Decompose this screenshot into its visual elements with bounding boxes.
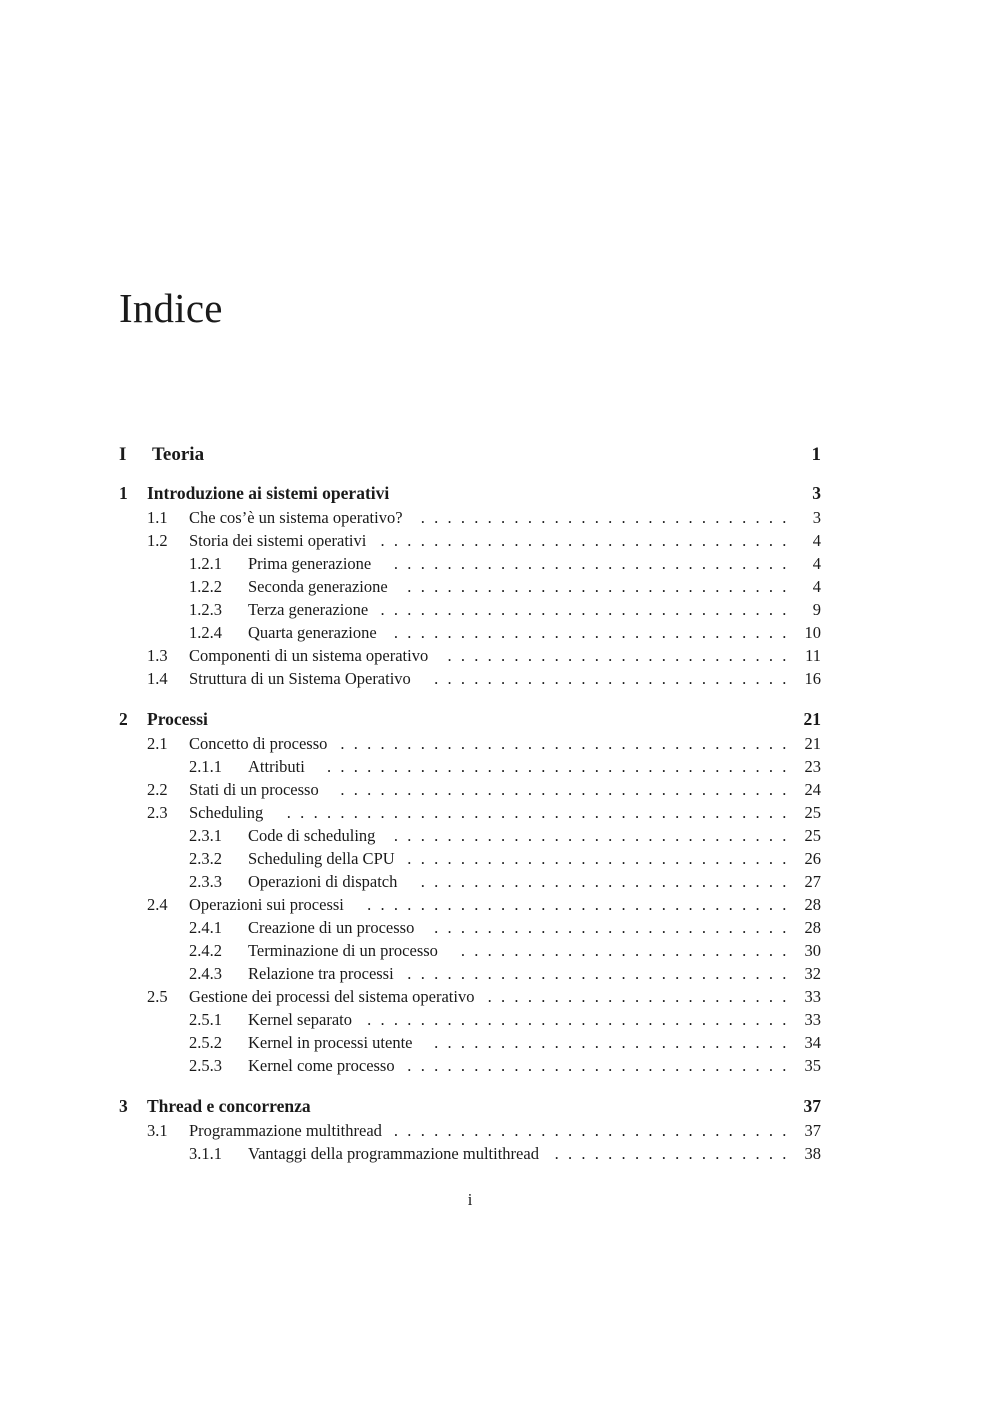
toc-subsection[interactable]	[119, 575, 821, 598]
section-title: Struttura di un Sistema Operativo	[189, 669, 411, 688]
subsection-page: 34	[804, 1033, 821, 1052]
chapter-number: 1	[119, 483, 128, 503]
subsection-title: Operazioni di dispatch	[248, 872, 398, 891]
dot-leader: . . . . . . . . . . . . . . . . . . . . . . . . . . . . . . .	[380, 600, 787, 619]
section-title: Programmazione multithread	[189, 1121, 382, 1140]
section-title: Componenti di un sistema operativo	[189, 646, 429, 665]
subsection-number: 2.3.1	[189, 826, 222, 845]
chapter-page: 3	[812, 483, 821, 503]
section-page: 37	[804, 1121, 821, 1140]
subsection-number: 2.5.1	[189, 1010, 222, 1029]
section-title: Che cos’è un sistema operativo?	[189, 508, 403, 527]
toc-subsection[interactable]	[119, 962, 821, 985]
toc-section[interactable]	[119, 893, 821, 916]
dot-leader: . . . . . . . . . . . . . . . . . . . . . . . . . . . . . . . . . . . . . .	[286, 803, 787, 822]
toc-section[interactable]	[119, 985, 821, 1008]
section-number: 1.2	[147, 531, 168, 550]
page-title: Indice	[119, 285, 223, 331]
section-number: 2.3	[147, 803, 168, 822]
section-number: 1.3	[147, 646, 168, 665]
section-number: 3.1	[147, 1121, 168, 1140]
dot-leader: . . . . . . . . . . . . . . . . . . . . . . . . . . . . . .	[393, 826, 787, 845]
toc-subsection[interactable]	[119, 870, 821, 893]
subsection-number: 2.1.1	[189, 757, 222, 776]
subsection-page: 38	[804, 1144, 821, 1163]
toc-subsection[interactable]	[119, 847, 821, 870]
toc-subsection[interactable]	[119, 552, 821, 575]
dot-leader: . . . . . . . . . . . . . . . . . . . . . . . . . . . . .	[407, 849, 787, 868]
section-number: 2.4	[147, 895, 168, 914]
section-page: 24	[804, 780, 821, 799]
subsection-number: 1.2.4	[189, 623, 222, 642]
subsection-page: 9	[812, 600, 821, 619]
subsection-number: 2.5.3	[189, 1056, 222, 1075]
dot-leader: . . . . . . . . . . . . . . . . . . . . . . . . . . . . . . . . . . .	[326, 757, 787, 776]
subsection-title: Scheduling della CPU	[248, 849, 395, 868]
dot-leader: . . . . . . . . . . . . . . . . . .	[554, 1144, 787, 1163]
section-number: 2.1	[147, 734, 168, 753]
subsection-title: Relazione tra processi	[248, 964, 394, 983]
section-page: 28	[804, 895, 821, 914]
subsection-page: 23	[804, 757, 821, 776]
section-title: Scheduling	[189, 803, 264, 822]
subsection-title: Terminazione di un processo	[248, 941, 438, 960]
chapter-title: Processi	[147, 709, 208, 729]
section-page: 3	[812, 508, 821, 527]
dot-leader: . . . . . . . . . . . . . . . . . . . . . . . . . . .	[434, 1033, 787, 1052]
dot-leader: . . . . . . . . . . . . . . . . . . . . . . . . . . .	[434, 918, 787, 937]
subsection-page: 10	[804, 623, 821, 642]
section-page: 11	[805, 646, 821, 665]
toc-chapter[interactable]	[119, 1094, 821, 1119]
dot-leader: . . . . . . . . . . . . . . . . . . . . . . . . . . .	[434, 669, 787, 688]
toc-section[interactable]	[119, 529, 821, 552]
toc-section[interactable]	[119, 801, 821, 824]
toc-part[interactable]	[119, 440, 821, 470]
section-title: Concetto di processo	[189, 734, 328, 753]
dot-leader: . . . . . . . . . . . . . . . . . . . . . . .	[487, 987, 787, 1006]
toc-section[interactable]	[119, 1119, 821, 1142]
dot-leader: . . . . . . . . . . . . . . . . . . . . . . . . . . . . . . . .	[367, 1010, 787, 1029]
toc-subsection[interactable]	[119, 621, 821, 644]
section-page: 4	[812, 531, 821, 550]
subsection-number: 1.2.3	[189, 600, 222, 619]
section-number: 1.4	[147, 669, 168, 688]
section-page: 21	[804, 734, 821, 753]
toc-subsection[interactable]	[119, 1142, 821, 1165]
part-number: I	[119, 444, 127, 465]
section-title: Operazioni sui processi	[189, 895, 344, 914]
subsection-number: 2.4.3	[189, 964, 222, 983]
chapter-number: 2	[119, 709, 128, 729]
subsection-number: 2.3.3	[189, 872, 222, 891]
dot-leader: . . . . . . . . . . . . . . . . . . . . . . . . . . . .	[420, 872, 787, 891]
subsection-number: 2.4.2	[189, 941, 222, 960]
subsection-title: Attributi	[248, 757, 305, 776]
toc-section[interactable]	[119, 667, 821, 690]
subsection-page: 27	[804, 872, 821, 891]
dot-leader: . . . . . . . . . . . . . . . . . . . . . . . . . .	[447, 646, 787, 665]
toc-section[interactable]	[119, 778, 821, 801]
subsection-page: 26	[804, 849, 821, 868]
toc-section[interactable]	[119, 644, 821, 667]
subsection-title: Prima generazione	[248, 554, 372, 573]
subsection-number: 1.2.1	[189, 554, 222, 573]
chapter-title: Introduzione ai sistemi operativi	[147, 483, 390, 503]
dot-leader: . . . . . . . . . . . . . . . . . . . . . . . . . . . . . .	[393, 623, 787, 642]
section-number: 2.5	[147, 987, 168, 1006]
dot-leader: . . . . . . . . . . . . . . . . . . . . . . . . . . . . . .	[393, 1121, 787, 1140]
toc-section[interactable]	[119, 506, 821, 529]
dot-leader: . . . . . . . . . . . . . . . . . . . . . . . . . . . . . . . . . .	[340, 734, 787, 753]
dot-leader: . . . . . . . . . . . . . . . . . . . . . . . . . . . . .	[407, 964, 787, 983]
toc-subsection[interactable]	[119, 824, 821, 847]
toc-subsection[interactable]	[119, 755, 821, 778]
dot-leader: . . . . . . . . . . . . . . . . . . . . . . . . . . . . . . . . . .	[340, 780, 787, 799]
section-title: Stati di un processo	[189, 780, 319, 799]
subsection-title: Terza generazione	[248, 600, 369, 619]
subsection-page: 28	[804, 918, 821, 937]
subsection-title: Creazione di un processo	[248, 918, 415, 937]
section-title: Storia dei sistemi operativi	[189, 531, 367, 550]
toc-subsection[interactable]	[119, 916, 821, 939]
part-page: 1	[811, 444, 821, 465]
dot-leader: . . . . . . . . . . . . . . . . . . . . . . . . . . . . . . . .	[367, 895, 787, 914]
section-title: Gestione dei processi del sistema operativo	[189, 987, 475, 1006]
subsection-number: 2.3.2	[189, 849, 222, 868]
toc-subsection[interactable]	[119, 598, 821, 621]
section-page: 25	[804, 803, 821, 822]
section-number: 1.1	[147, 508, 168, 527]
section-page: 33	[804, 987, 821, 1006]
subsection-title: Quarta generazione	[248, 623, 377, 642]
subsection-page: 32	[804, 964, 821, 983]
subsection-number: 2.4.1	[189, 918, 222, 937]
toc-section[interactable]	[119, 732, 821, 755]
dot-leader: . . . . . . . . . . . . . . . . . . . . . . . . . . . . . .	[393, 554, 787, 573]
dot-leader: . . . . . . . . . . . . . . . . . . . . . . . . . . . . .	[407, 1056, 787, 1075]
subsection-page: 4	[812, 554, 821, 573]
subsection-title: Seconda generazione	[248, 577, 388, 596]
subsection-title: Vantaggi della programmazione multithread	[248, 1144, 539, 1163]
section-page: 16	[804, 669, 821, 688]
subsection-number: 1.2.2	[189, 577, 222, 596]
section-number: 2.2	[147, 780, 168, 799]
chapter-page: 37	[803, 1096, 821, 1116]
chapter-page: 21	[803, 709, 821, 729]
chapter-title: Thread e concorrenza	[147, 1096, 311, 1116]
subsection-page: 30	[804, 941, 821, 960]
subsection-page: 35	[804, 1056, 821, 1075]
part-title: Teoria	[152, 444, 205, 465]
dot-leader: . . . . . . . . . . . . . . . . . . . . . . . . .	[460, 941, 787, 960]
chapter-number: 3	[119, 1096, 128, 1116]
toc-subsection[interactable]	[119, 1031, 821, 1054]
dot-leader: . . . . . . . . . . . . . . . . . . . . . . . . . . . . . . .	[380, 531, 787, 550]
subsection-title: Code di scheduling	[248, 826, 376, 845]
subsection-title: Kernel separato	[248, 1010, 352, 1029]
toc-chapter[interactable]	[119, 707, 821, 732]
subsection-page: 33	[804, 1010, 821, 1029]
toc-subsection[interactable]	[119, 1054, 821, 1077]
subsection-number: 2.5.2	[189, 1033, 222, 1052]
dot-leader: . . . . . . . . . . . . . . . . . . . . . . . . . . . .	[420, 508, 787, 527]
subsection-title: Kernel come processo	[248, 1056, 395, 1075]
subsection-title: Kernel in processi utente	[248, 1033, 413, 1052]
dot-leader: . . . . . . . . . . . . . . . . . . . . . . . . . . . . .	[407, 577, 787, 596]
toc-subsection[interactable]	[119, 1008, 821, 1031]
subsection-number: 3.1.1	[189, 1144, 222, 1163]
subsection-page: 25	[804, 826, 821, 845]
subsection-page: 4	[812, 577, 821, 596]
toc-chapter[interactable]	[119, 481, 821, 506]
page-number: i	[467, 1190, 473, 1209]
table-of-contents	[119, 440, 821, 1165]
toc-subsection[interactable]	[119, 939, 821, 962]
